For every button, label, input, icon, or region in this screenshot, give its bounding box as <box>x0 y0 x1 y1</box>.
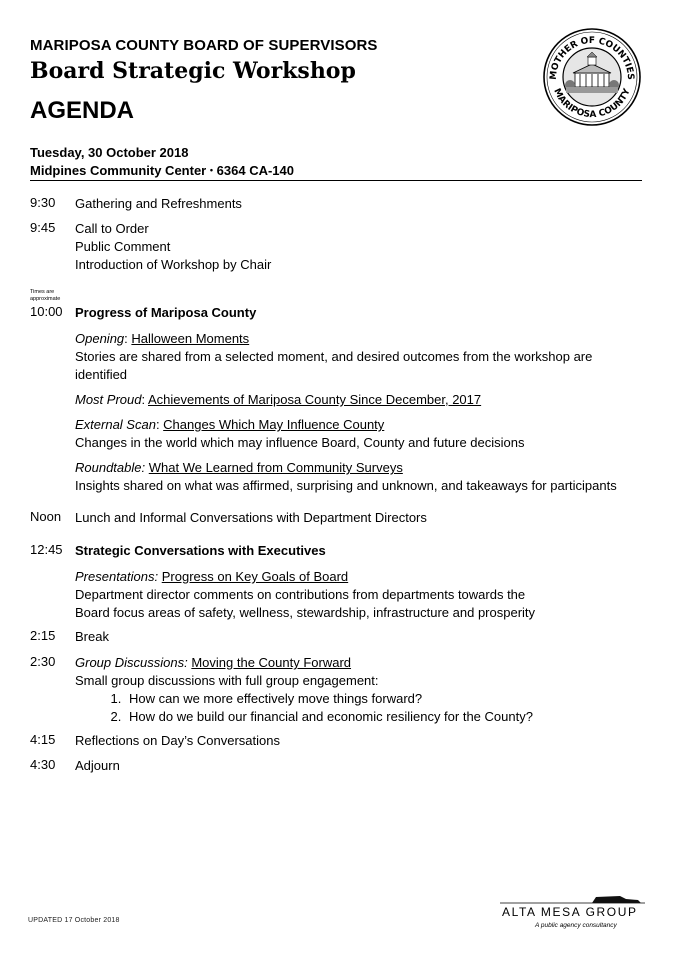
question-item: 2. How do we build our financial and economic resiliency for the County? <box>125 708 645 726</box>
segment-title: Achievements of Mariposa County Since December, 2017 <box>148 392 482 407</box>
segment-description: Small group discussions with full group engagement: <box>75 673 379 688</box>
segment-title: Halloween Moments <box>131 331 250 346</box>
segment-title: Changes Which May Influence County <box>163 417 385 432</box>
seal-text-top: MOTHER OF COUNTIES <box>548 35 636 81</box>
most-proud-line: Most Proud: Achievements of Mariposa County Since December, 2017 <box>75 392 482 407</box>
segment-title: Moving the County Forward <box>191 655 352 670</box>
segment-label: External Scan <box>75 417 156 432</box>
question-item: 1. How can we more effectively move things forward? <box>125 690 645 708</box>
item-line: Lunch and Informal Conversations with Department Directors <box>75 510 427 525</box>
segment-description: Insights shared on what was affirmed, surprising and unknown, and takeaways for participants <box>75 478 617 493</box>
external-scan-line: External Scan: Changes Which May Influence County <box>75 417 385 432</box>
segment-description: Department director comments on contributions from departments towards the <box>75 587 526 602</box>
item-line: Break <box>75 629 109 644</box>
workshop-title: Board Strategic Workshop <box>30 58 356 84</box>
venue-name: Midpines Community Center <box>30 163 207 178</box>
meeting-venue <box>30 163 294 178</box>
presentations-line <box>75 568 645 586</box>
meeting-date: Tuesday, 30 October 2018 <box>30 145 189 160</box>
item-time: Noon <box>30 509 62 524</box>
item-time: 4:30 <box>30 757 56 772</box>
updated-date: UPDATED 17 October 2018 <box>28 917 120 924</box>
item-heading: Progress of Mariposa County <box>75 305 257 320</box>
item-time: 10:00 <box>30 304 63 319</box>
header-divider <box>30 180 642 181</box>
segment-label: Group Discussions: <box>75 655 188 670</box>
item-time: 2:15 <box>30 628 56 643</box>
segment-description: Board focus areas of safety, wellness, stewardship, infrastructure and prosperity <box>75 605 536 620</box>
agenda-heading: AGENDA <box>30 97 135 124</box>
segment-description: Stories are shared from a selected moment, and desired outcomes from the workshop are <box>75 349 593 364</box>
note-line: Times are <box>30 289 55 295</box>
segment-label: Presentations: <box>75 569 159 584</box>
segment-label: Most Proud <box>75 392 142 407</box>
discussion-questions <box>75 690 645 726</box>
note-line: approximate <box>30 296 61 302</box>
opening-line: Opening: Halloween Moments <box>75 331 250 346</box>
item-heading: Strategic Conversations with Executives <box>75 543 326 558</box>
item-line: Gathering and Refreshments <box>75 196 242 211</box>
item-line: Adjourn <box>75 758 120 773</box>
segment-title: What We Learned from Community Surveys <box>148 460 403 475</box>
item-time: 9:45 <box>30 220 56 235</box>
organization-name: MARIPOSA COUNTY BOARD OF SUPERVISORS <box>30 37 378 54</box>
item-line: Call to Order <box>75 221 149 236</box>
county-seal-icon <box>542 27 642 127</box>
roundtable-line <box>75 459 645 477</box>
item-line: Public Comment <box>75 239 171 254</box>
segment-label: Opening <box>75 331 125 346</box>
item-time: 12:45 <box>30 542 63 557</box>
segment-title: Progress on Key Goals of Board <box>161 569 349 584</box>
segment-description: identified <box>75 367 128 382</box>
item-line: Reflections on Day’s Conversations <box>75 733 280 748</box>
venue-separator: • <box>209 165 214 175</box>
consultancy-name: ALTA MESA GROUP <box>502 905 638 919</box>
times-approximate-note <box>30 289 60 303</box>
item-time: 2:30 <box>30 654 56 669</box>
item-line: Introduction of Workshop by Chair <box>75 257 272 272</box>
segment-label: Roundtable: <box>75 460 146 475</box>
item-time: 4:15 <box>30 732 56 747</box>
item-time: 9:30 <box>30 195 56 210</box>
group-discussions-line <box>75 654 645 672</box>
segment-description: Changes in the world which may influence Board, County and future decisions <box>75 435 525 450</box>
seal-text-bottom: MARIPOSA COUNTY <box>551 87 633 121</box>
consultancy-tagline: A public agency consultancy <box>535 922 617 929</box>
venue-address: 6364 CA-140 <box>216 163 294 178</box>
